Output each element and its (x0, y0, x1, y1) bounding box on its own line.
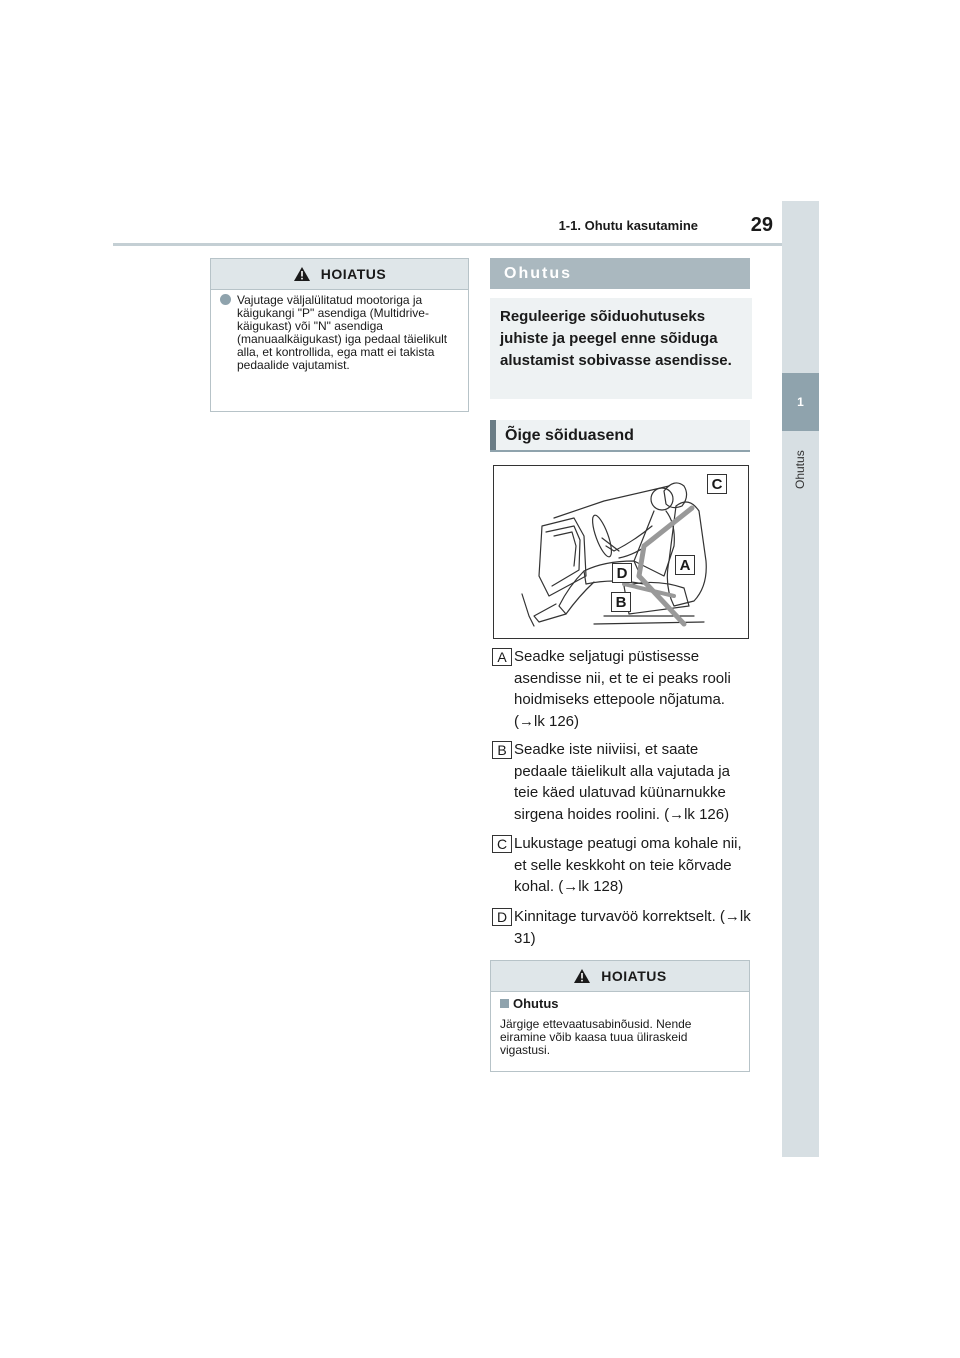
item-text-d: Kinnitage turvavöö korrektselt. (→lk 31) (514, 908, 751, 947)
square-bullet-icon (500, 999, 509, 1008)
figure-label-c: C (707, 474, 727, 494)
warning-text: Järgige ettevaatusabinõusid. Nende eiramine võib kaasa tuua üliraskeid vigastusi. (500, 1017, 692, 1057)
section-title: 1-1. Ohutu kasutamine (558, 218, 698, 233)
item-text-b: Seadke iste niiviisi, et saate pedaale täielikult alla vajutada ja teie käed ulatuvad küünarnukke sirgena hoides roolini. (→lk 126) (514, 741, 730, 824)
warning-body (211, 290, 468, 378)
warning-subtitle (500, 997, 740, 1010)
warning-subtitle-text: Ohutus (513, 996, 559, 1011)
warning-box-right (490, 960, 750, 1072)
figure-label-d: D (612, 563, 632, 583)
intro-panel: Reguleerige sõiduohutuseks juhiste ja peegel enne sõiduga alustamist sobivasse asendisse. (490, 298, 752, 399)
page-number: 29 (750, 214, 773, 236)
chapter-tab[interactable]: 1 (782, 373, 819, 431)
warning-triangle-icon (573, 968, 591, 984)
figure-label-b: B (611, 592, 631, 612)
warning-item-text: Vajutage väljalülitatud mootoriga ja käigukangi "P" asendiga (Multidrive-käigukast) või "N" asendiga (manuaalkäigukast) iga pedaal täielikult alla, et kontrollida, ega matt ei takista pedaalide vajutamist. (237, 293, 448, 372)
item-text-a: Seadke seljatugi püstisesse asendisse nii, et te ei peaks rooli hoidmiseks ettepoole nõjatuma. (→lk 126) (514, 648, 731, 731)
warning-header (491, 961, 749, 992)
warning-title: HOIATUS (601, 968, 667, 984)
item-letter-b: B (492, 741, 512, 759)
chapter-label: Ohutus (793, 450, 807, 490)
figure-label-a: A (675, 555, 695, 575)
subheading: Õige sõiduasend (490, 420, 750, 451)
warning-triangle-icon (293, 266, 311, 282)
driving-position-illustration (493, 465, 749, 639)
warning-body (491, 992, 749, 1063)
item-letter-d: D (492, 908, 512, 926)
item-letter-c: C (492, 835, 512, 853)
warning-title: HOIATUS (320, 266, 387, 282)
item-letter-a: A (492, 648, 512, 666)
warning-box-left (210, 258, 469, 412)
subheading-rule (490, 450, 750, 452)
bullet-circle-icon (220, 294, 231, 305)
side-strip (782, 201, 819, 1157)
item-text-c: Lukustage peatugi oma kohale nii, et selle keskkoht on teie kõrvade kohal. (→lk 128) (514, 835, 742, 896)
section-banner: Ohutus (490, 258, 750, 289)
warning-header (211, 259, 468, 290)
header-rule (113, 243, 782, 246)
warning-item (237, 294, 459, 372)
